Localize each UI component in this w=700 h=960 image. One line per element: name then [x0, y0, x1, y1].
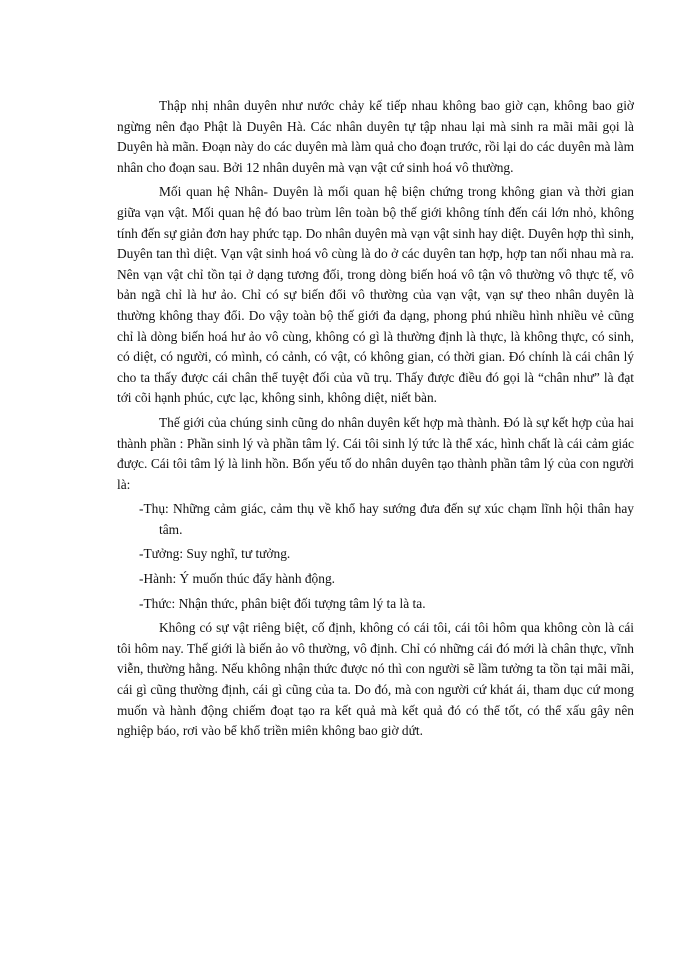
- paragraph-world-of-beings: Thế giới của chúng sinh cũng do nhân duyên kết hợp mà thành. Đó là sự kết hợp của hai thành phần : Phần sinh lý và phần tâm lý. Cái tôi sinh lý tức là thể xác, hình chất là cái cảm giác được. Cái tôi tâm lý là linh hồn. Bốn yếu tố do nhân duyên tạo thành phần tâm lý của con người là:: [117, 414, 634, 492]
- list-item-thu: -Thụ: Những cảm giác, cảm thụ về khổ hay sướng đưa đến sự xúc chạm lĩnh hội thân hay tâm.: [139, 501, 634, 537]
- list-item-hanh: -Hành: Ý muốn thúc đẩy hành động.: [139, 571, 335, 587]
- paragraph-duyen-ha: Thập nhị nhân duyên như nước chảy kế tiếp nhau không bao giờ cạn, không bao giờ ngừng nên đạo Phật là Duyên Hà. Các nhân duyên tự tập nhau lại mà sinh ra mãi mãi gọi là Duyên hà mãn. Đoạn này do các duyên mà làm quả cho đoạn trước, rồi lại do các duyên mà làm nhân cho đoạn sau. Bởi 12 nhân duyên mà vạn vật cứ sinh hoá vô thường.: [117, 98, 634, 175]
- paragraph-nhan-duyen-relation: Mối quan hệ Nhân- Duyên là mối quan hệ biện chứng trong không gian và thời gian giữa vạn vật. Mối quan hệ đó bao trùm lên toàn bộ thế giới không tính đến cái lớn nhỏ, không tính đến sự giản đơn hay phức tạp. Do nhân duyên mà vạn vật sinh hay diệt. Duyên hợp thì sinh, Duyên tan thì diệt. Vạn vật sinh hoá vô cùng là do ở các duyên tan hợp, hợp tan nối nhau mà ra. Nên vạn vật chỉ tồn tại ở dạng tương đối, trong dòng biến hoá vô tận vô thường vô thực tế, vô bản ngã chỉ là hư ảo. Chỉ có sự biến đổi vô thường của vạn vật, vạn sự theo nhân duyên là thường không thay đổi. Do vậy toàn bộ thế giới đa dạng, phong phú nhiều hình nhiều vẻ cũng chỉ là dòng biến hoá hư ảo vô cùng, không có gì là thường định là thực, là không thực, có sinh, có diệt, có người, có mình, có cảnh, có vật, có không gian, có thời gian. Đó chính là cái chân lý cho ta thấy được cái chân thể tuyệt đối của vũ trụ. Thấy được điều đó gọi là “chân như” là đạt tới cõi hạnh phúc, cực lạc, không sinh, không diệt, niết bàn.: [117, 184, 634, 406]
- document-body: [117, 96, 634, 746]
- paragraph-impermanence: Không có sự vật riêng biệt, cố định, không có cái tôi, cái tôi hôm qua không còn là cái tôi hôm nay. Thế giới là biến ảo vô thường, vô định. Chỉ có những cái đó mới là chân thực, vĩnh viễn, thường hằng. Nếu không nhận thức được nó thì con người sẽ lầm tưởng ta tồn tại mãi mãi, cái gì cũng thường định, cái gì cũng của ta. Do đó, mà con người cứ khát ái, tham dục cứ mong muốn và hành động chiếm đoạt tạo ra kết quả mà kết quả đó có thể tốt, có thể xấu gây nên nghiệp báo, rơi vào bể khổ triền miên không bao giờ dứt.: [117, 620, 634, 739]
- list-item-tuong: -Tưởng: Suy nghĩ, tư tưởng.: [139, 546, 291, 562]
- list-item-thuc: -Thức: Nhận thức, phân biệt đối tượng tâm lý ta là ta.: [139, 595, 426, 611]
